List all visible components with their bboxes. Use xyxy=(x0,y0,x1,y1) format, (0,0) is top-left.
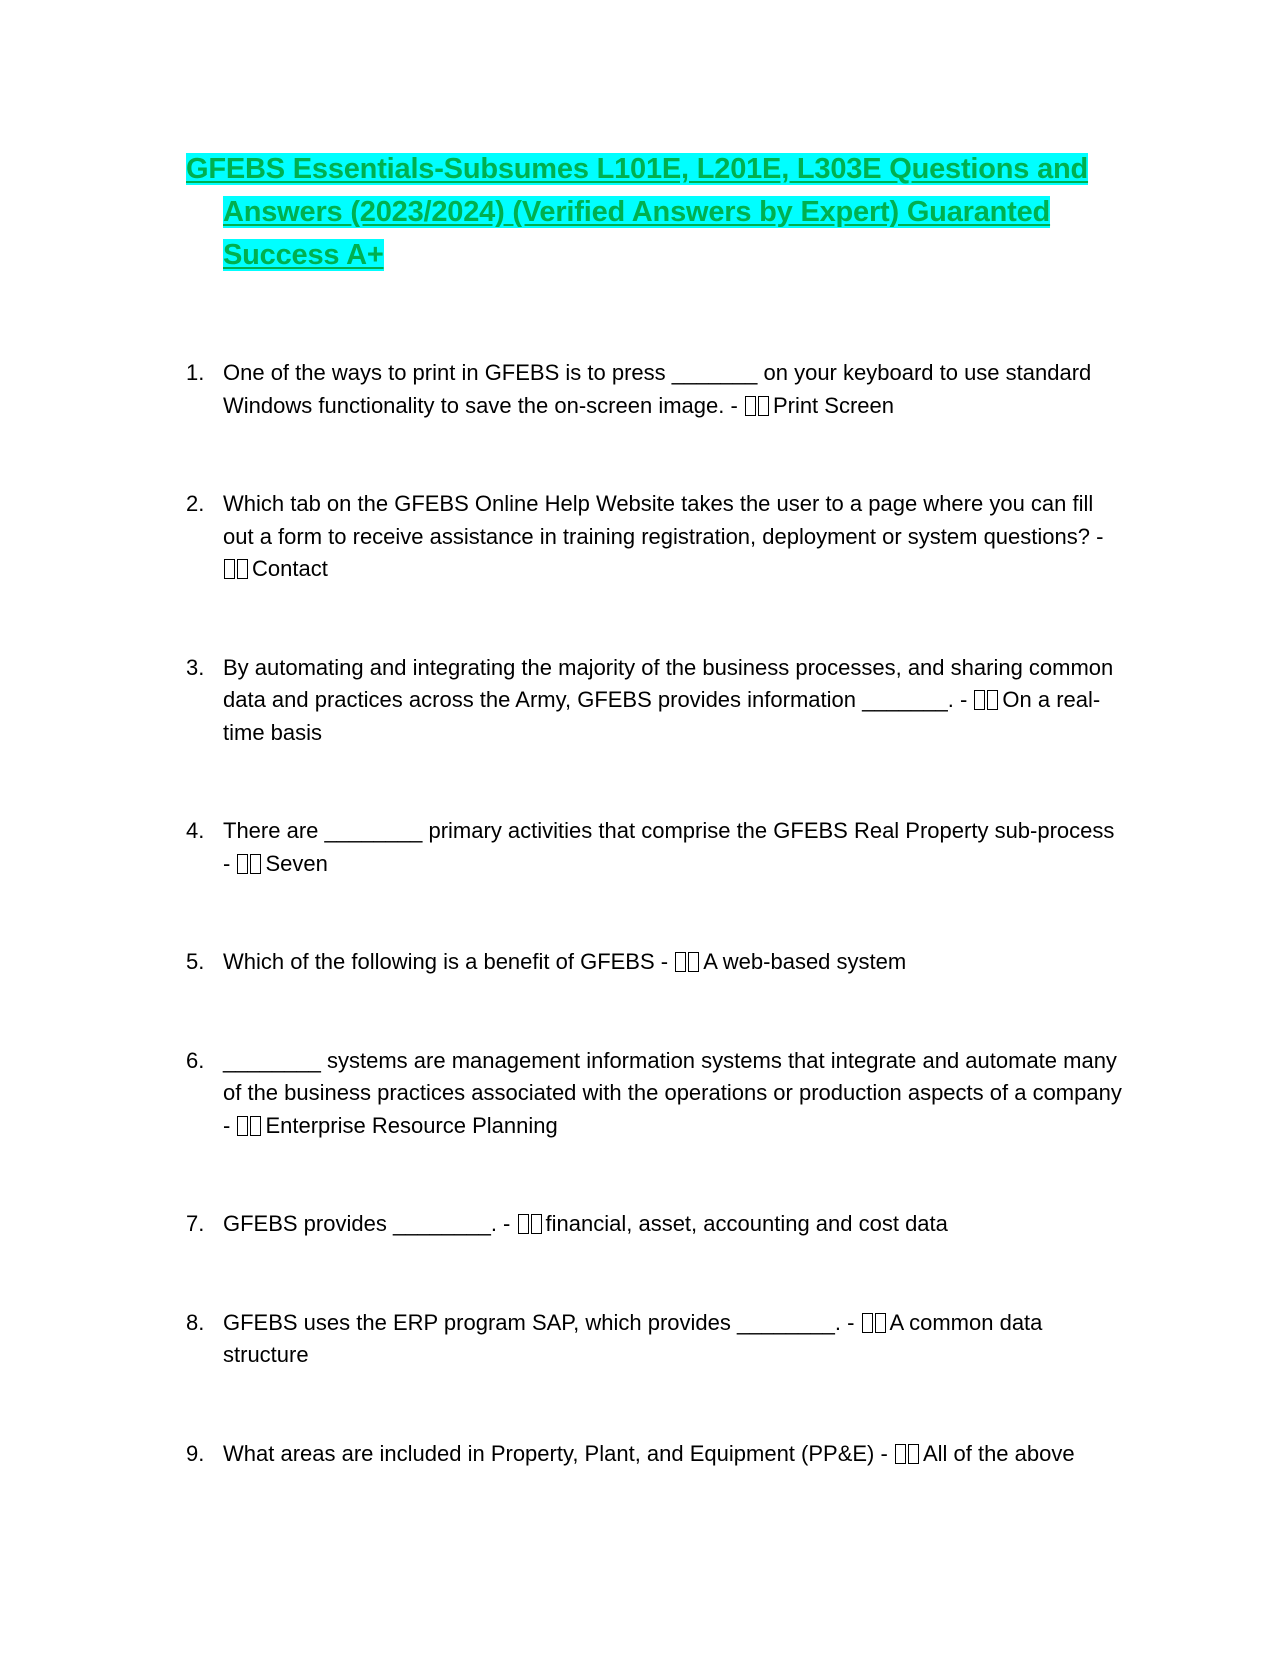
qa-number: 8. xyxy=(186,1309,205,1335)
qa-answer: A common data structure xyxy=(223,1309,1043,1367)
qa-item xyxy=(186,1208,1126,1241)
answer-marker-icon xyxy=(895,1441,922,1463)
qa-answer: On a real-time basis xyxy=(223,687,1101,745)
qa-answer: Enterprise Resource Planning xyxy=(265,1112,558,1138)
qa-question: Which tab on the GFEBS Online Help Website takes the user to a page where you can fill out a form to receive assistance in training registration, deployment or system questions? - xyxy=(223,491,1104,549)
qa-number: 7. xyxy=(186,1211,205,1236)
qa-question: One of the ways to print in GFEBS is to press _______ on your keyboard to use standard Windows functionality to save the on-screen image. - xyxy=(223,360,1092,418)
qa-answer: Contact xyxy=(252,556,328,581)
qa-item xyxy=(186,815,1126,880)
qa-question: ________ systems are management information systems that integrate and automate many of the business practices associated with the operations or production aspects of a company - xyxy=(223,1047,1122,1138)
qa-question: By automating and integrating the majority of the business processes, and sharing common data and practices across the Army, GFEBS provides information _______. - xyxy=(223,654,1114,712)
qa-question: GFEBS uses the ERP program SAP, which provides ________. - xyxy=(223,1309,855,1335)
qa-answer: Print Screen xyxy=(772,392,894,418)
qa-question: There are ________ primary activities that comprise the GFEBS Real Property sub-process - xyxy=(223,818,1115,876)
document-title-text: GFEBS Essentials-Subsumes L101E, L201E, L303E Questions and Answers (2023/2024) (Verified Answers by Expert) Guaranted Success A+ xyxy=(186,153,1089,271)
qa-item xyxy=(186,1307,1126,1372)
qa-number: 3. xyxy=(186,654,205,680)
answer-marker-icon xyxy=(974,687,1001,709)
qa-number: 1. xyxy=(186,360,205,385)
qa-item xyxy=(186,946,1126,979)
answer-marker-icon xyxy=(237,1113,264,1135)
qa-number: 9. xyxy=(186,1440,205,1466)
qa-item xyxy=(186,1045,1126,1143)
qa-number: 6. xyxy=(186,1047,205,1073)
answer-marker-icon xyxy=(745,393,772,415)
qa-number: 2. xyxy=(186,491,205,516)
qa-list xyxy=(186,357,1126,1536)
qa-number: 4. xyxy=(186,818,205,843)
qa-item xyxy=(186,1438,1126,1471)
document-title xyxy=(186,148,1123,277)
qa-answer: Seven xyxy=(265,850,328,876)
qa-item xyxy=(186,488,1126,586)
qa-answer: All of the above xyxy=(922,1440,1075,1466)
qa-question: What areas are included in Property, Plant, and Equipment (PP&E) - xyxy=(223,1440,888,1466)
qa-number: 5. xyxy=(186,949,205,974)
qa-answer: financial, asset, accounting and cost data xyxy=(545,1211,948,1236)
answer-marker-icon xyxy=(224,556,251,578)
qa-question: GFEBS provides ________. - xyxy=(223,1211,511,1236)
answer-marker-icon xyxy=(518,1211,545,1233)
answer-marker-icon xyxy=(237,851,264,873)
qa-item xyxy=(186,357,1126,422)
qa-answer: A web-based system xyxy=(703,949,907,974)
answer-marker-icon xyxy=(675,949,702,971)
answer-marker-icon xyxy=(862,1310,889,1332)
qa-question: Which of the following is a benefit of GFEBS - xyxy=(223,949,669,974)
qa-item xyxy=(186,652,1126,750)
